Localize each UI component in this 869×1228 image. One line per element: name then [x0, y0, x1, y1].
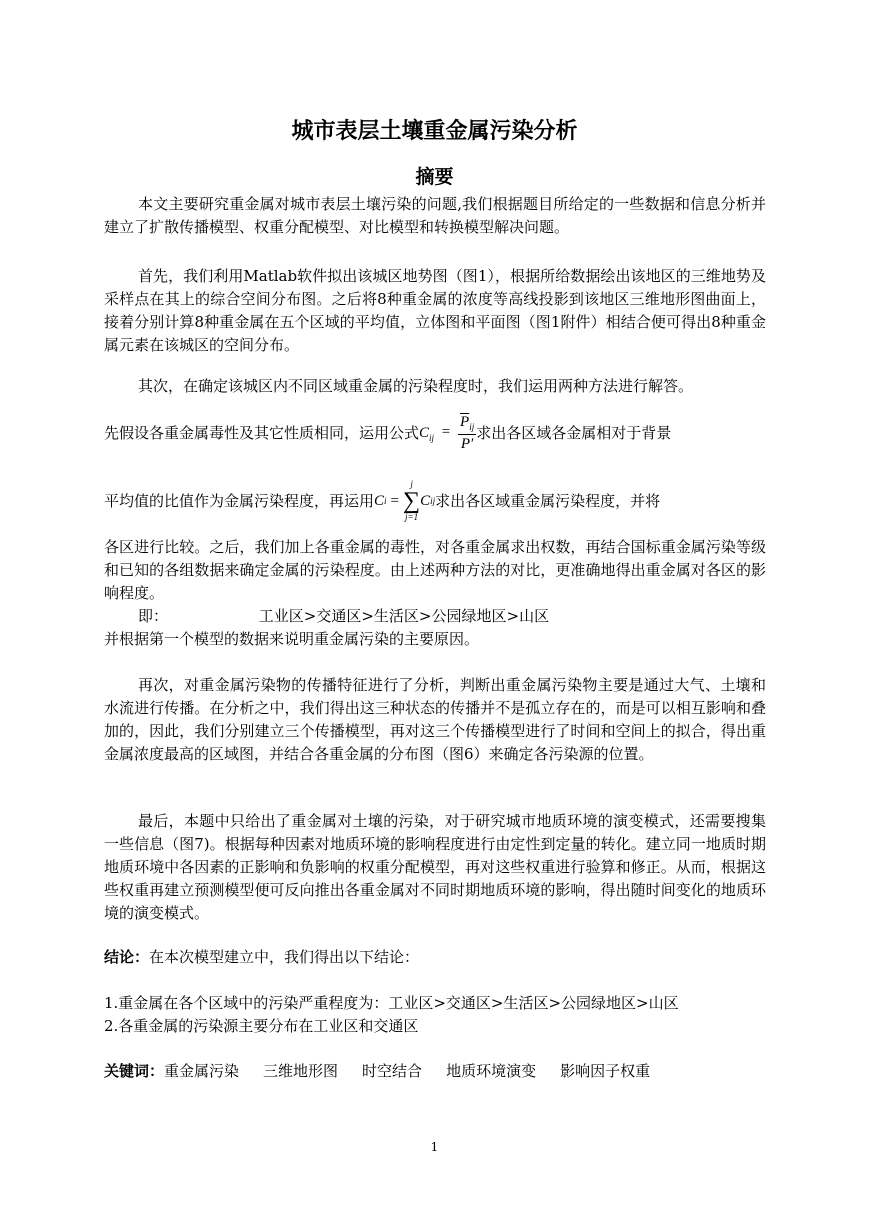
- formula1-trail-text: 求出各区域各金属相对于背景: [476, 423, 672, 442]
- keyword-item: 时空结合: [362, 1062, 423, 1080]
- formula1-fraction: [458, 415, 476, 452]
- abstract-paragraph-3-line-1: 其次，在确定该城区内不同区域重金属的污染程度时，我们运用两种方法进行解答。: [138, 377, 694, 395]
- formula2-sum-lower: j=1: [405, 512, 419, 522]
- formula2-term: C: [420, 492, 431, 509]
- keyword-item: 影响因子权重: [560, 1062, 651, 1080]
- keyword-item: 重金属污染: [164, 1062, 240, 1080]
- formula1-lhs-sub: ij: [429, 432, 435, 443]
- ranking-value: 工业区>交通区>生活区>公园绿地区>山区: [258, 607, 550, 625]
- formula1-numerator: $\overline{P}$: [460, 413, 470, 430]
- keyword-item: 三维地形图: [263, 1062, 339, 1080]
- abstract-paragraph-3-line-2: [104, 408, 766, 458]
- formula2-term-sub: ij: [430, 495, 436, 506]
- formula2-lhs-sub: i: [384, 495, 387, 506]
- abstract-paragraph-2: 首先，我们利用Matlab软件拟出该城区地势图（图1），根据所给数据绘出该地区的三维地势及采样点在其上的综合空间分布图。之后将8种重金属的浓度等高线投影到该地区三维地形图曲面上，接着分别计算8种重金属在五个区域的平均值，立体图和平面图（图1附件）相结合便可得出8种重金属元素在该城区的空间分布。: [104, 267, 766, 354]
- conclusion-item-2: 2.各重金属的污染源主要分布在工业区和交通区: [104, 1017, 419, 1035]
- page-number: 1: [430, 1140, 439, 1154]
- formula1-lhs: C: [419, 424, 430, 441]
- abstract-paragraph-3-rest: 各区进行比较。之后，我们加上各重金属的毒性，对各重金属求出权数，再结合国标重金属污染等级和已知的各组数据来确定金属的污染程度。由上述两种方法的对比，更准确地得出重金属对各区的影响程度。: [104, 538, 766, 602]
- ranking-note: 并根据第一个模型的数据来说明重金属污染的主要原因。: [104, 630, 480, 648]
- summation-symbol: [403, 480, 420, 522]
- conclusion-item-1: 1.重金属在各个区域中的污染严重程度为：工业区>交通区>生活区>公园绿地区>山区: [104, 994, 679, 1012]
- keywords-label: 关键词：: [104, 1062, 165, 1080]
- abstract-paragraph-3-line-3: [104, 476, 766, 526]
- formula1-numerator-sub: ij: [469, 421, 475, 432]
- formula-sum: [374, 480, 435, 522]
- keyword-item: 地质环境演变: [446, 1062, 537, 1080]
- abstract-paragraph-4: 再次，对重金属污染物的传播特征进行了分析，判断出重金属污染物主要是通过大气、土壤和水流进行传播。在分析之中，我们得出这三种状态的传播并不是孤立存在的，而是可以相互影响和叠加的，因此，我们分别建立三个传播模型，再对这三个传播模型进行了时间和空间上的拟合，得出重金属浓度最高的区域图，并结合各重金属的分布图（图6）来确定各污染源的位置。: [104, 676, 766, 763]
- abstract-paragraph-5: 最后，本题中只给出了重金属对土壤的污染，对于研究城市地质环境的演变模式，还需要搜集一些信息（图7)。根据每种因素对地质环境的影响程度进行由定性到定量的转化。建立同一地质时期地质环境中各因素的正影响和负影响的权重分配模型，再对这些权重进行验算和修正。从而，根据这些权重再建立预测模型便可反向推出各重金属对不同时期地质环境的影响，得出随时间变化的地质环境的演变模式。: [104, 812, 766, 922]
- formula1-denominator: P′: [460, 435, 474, 452]
- formula2-equals: =: [390, 492, 400, 509]
- keywords-line: [104, 1060, 766, 1083]
- ranking-label: 即：: [138, 607, 169, 625]
- abstract-heading: 摘要: [415, 166, 454, 188]
- formula2-sigma: ∑: [403, 488, 421, 514]
- formula2-sum-upper: j: [410, 479, 413, 489]
- formula2-trail-text: 求出各区域重金属污染程度，并将: [435, 491, 661, 510]
- formula2-lhs: C: [374, 492, 385, 509]
- formula-relative-ratio: [419, 415, 476, 452]
- abstract-paragraph-1: 本文主要研究重金属对城市表层土壤污染的问题,我们根据题目所给定的一些数据和信息分析并建立了扩散传播模型、权重分配模型、对比模型和转换模型解决问题。: [104, 195, 766, 236]
- ranking-line: [104, 605, 766, 628]
- formula1-lead-text: 先假设各重金属毒性及其它性质相同，运用公式: [104, 423, 420, 442]
- formula2-lead-text: 平均值的比值作为金属污染程度，再运用: [104, 491, 375, 510]
- conclusion-label: 结论：: [104, 948, 150, 966]
- conclusion-line: [104, 946, 766, 969]
- formula1-equals: =: [441, 424, 451, 441]
- conclusion-text: 在本次模型建立中，我们得出以下结论：: [149, 948, 420, 966]
- page-title: 城市表层土壤重金属污染分析: [291, 119, 578, 144]
